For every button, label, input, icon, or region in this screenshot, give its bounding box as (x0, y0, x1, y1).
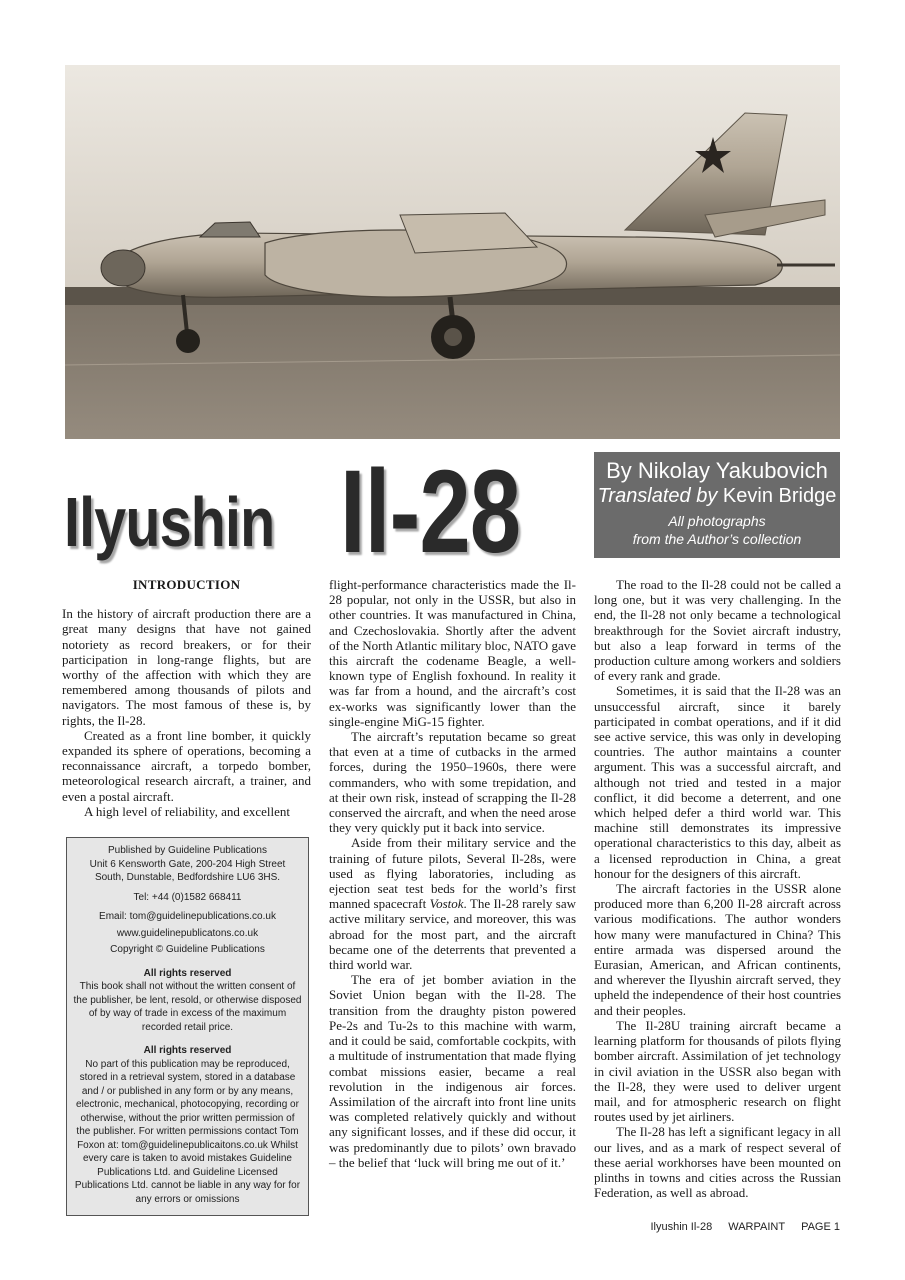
paragraph: The era of jet bomber aviation in the Soviet Union began with the Il-28. The transition from the draughty piston powered Pe-2s and Tu-2s to this machine with warm, and it could be said, comfortable cockpits, with a multitude of instrumentation that made flying combat missions easier, became a real revolution in the indigenous air forces. Assimilation of the aircraft into front line units was completed relatively quickly and without any significant losses, and if these did occur, it was predominantly due to pilots’ own bravado – the belief that ‘luck will bring me out of it.’ (329, 972, 576, 1170)
aircraft-photo (65, 65, 840, 439)
byline-author: By Nikolay Yakubovich (606, 458, 828, 483)
paragraph: flight-performance characteristics made the Il-28 popular, not only in the USSR, but also in other countries. It was manufactured in China, and Czechoslovakia. Shortly after the advent of the North Atlantic military bloc, NATO gave this aircraft the codename Beagle, a well-known type of English foxhound. In reality it was far from a hound, and the aircraft’s cost ex-works was significantly lower than the single-engine MiG-15 fighter. (329, 577, 576, 729)
main-title (64, 446, 584, 578)
byline-translator-line (594, 484, 840, 508)
paragraph: The aircraft’s reputation became so great that even at a time of cutbacks in the armed forces, during the 1950–1960s, there were commanders, who with some trepidation, and at their own risk, instead of scrapping the Il-28 conserved the aircraft, and when the need arose they very quickly put it back into service. (329, 729, 576, 836)
publisher-info-box (66, 837, 309, 1216)
title-ilyushin: Ilyushin (64, 483, 275, 561)
paragraph: A high level of reliability, and excellent (84, 803, 291, 819)
byline-translator: Kevin Bridge (722, 485, 837, 507)
address-line-1: Unit 6 Kensworth Gate, 200-204 High Street (89, 858, 286, 870)
section-heading: INTRODUCTION (132, 577, 241, 592)
text-column-1 (62, 577, 311, 819)
byline-photos-line1: All photographs (668, 513, 766, 529)
paragraph: The aircraft factories in the USSR alone produced more than 6,200 Il-28 aircraft across various modifications. The author wonders how many were manufactured in China? This entire armada was dispersed around the Eurasian, American, and African continents, and wherever the Ilyushin aircraft served, they upheld the independence of their host countries and their peoples. (594, 881, 841, 1018)
text-column-2 (329, 577, 576, 1170)
byline-photos-line2: from the Author’s collection (632, 531, 802, 547)
rights-heading-2: All rights reserved (143, 1045, 232, 1056)
address-line-2: South, Dunstable, Bedfordshire LU6 3HS. (94, 872, 281, 883)
footer-title: Ilyushin Il-28 (650, 1221, 713, 1233)
copyright: Copyright © Guideline Publications (110, 944, 265, 955)
title-model: Il-28 (340, 446, 521, 578)
rights-heading-1: All rights reserved (143, 967, 232, 979)
spacecraft-name: Vostok (429, 896, 464, 912)
rights-text-2: No part of this publication may be reproduced, stored in a retrieval system, stored in a database and / or published in any form or by any means, electronic, mechanical, photocopying, recording or otherwise, without the prior written permission of the publisher. For written permissions contact Tom Foxon at: tom@guidelinepublicaitons.co.uk Whilst every care is taken to avoid mistakes Guideline Publications Ltd. and Guideline Licensed Publications Ltd. cannot be liable in any way for for any errors or omissions (74, 1058, 301, 1205)
telephone: Tel: +44 (0)1582 668411 (133, 891, 242, 903)
paragraph-text: . The Il-28 rarely saw active military service, and moreover, this was abroad for the most part, and the aircraft became one of the deterrents that prevented a third world war. (329, 896, 576, 973)
paragraph: In the history of aircraft production there are a great many designs that have not gained notoriety as record breakers, or for their participation in long-range flights, but are worthy of the affection with which they are remembered among thousands of pilots and navigators. The most famous of these is, by rights, the Il-28. (62, 606, 311, 728)
byline-box (594, 452, 840, 558)
paragraph-text: Aside from their military service and the training of future pilots, Several Il-28s, were used as flying laboratories, including as ejection seat test beds for the world’s first manned spacecraft (329, 835, 576, 912)
email: Email: tom@guidelinepublications.co.uk (99, 911, 276, 922)
rights-text-1: This book shall not without the written consent of the publisher, be lent, resold, or otherwise disposed of by way of trade in excess of the maximum recorded retail price. (73, 981, 302, 1033)
page-number: PAGE 1 (801, 1221, 840, 1233)
paragraph: The road to the Il-28 could not be called a long one, but it was very challenging. In the end, the Il-28 not only became a technological breakthrough for the Soviet aircraft industry, but also a leap forward in terms of the production culture among workers and soldiers of every rank and grade. (594, 577, 841, 684)
text-column-3 (594, 577, 841, 1200)
website: www.guidelinepublicatons.co.uk (116, 927, 259, 939)
byline-translated-prefix: Translated by (597, 485, 718, 507)
paragraph: Sometimes, it is said that the Il-28 was an unsuccessful aircraft, since it barely participated in combat operations, and if it did see active service, this was only in developing countries. The author maintains a counter argument. This was a successful aircraft, and although not tried and tested in a major conflict, it did become a deterrent, and one which helped defer a third world war. This machine still demonstrates its impressive operational characteristics to this day, albeit as a licensed reproduction in China, a great honour for the designers of this aircraft. (594, 683, 841, 881)
paragraph: The Il-28 has left a significant legacy in all our lives, and as a mark of respect several of these aerial workhorses have been mounted on plinths in towns and cities across the Russian Federation, as well as abroad. (594, 1124, 841, 1201)
paragraph (329, 835, 576, 972)
page-footer (634, 1221, 840, 1233)
paragraph: Created as a front line bomber, it quickly expanded its sphere of operations, becoming a reconnaissance aircraft, a torpedo bomber, meteorological research aircraft, a trainer, and even a postal aircraft. (62, 727, 311, 804)
footer-series: WARPAINT (728, 1221, 786, 1233)
published-by: Published by Guideline Publications (108, 845, 267, 856)
paragraph: The Il-28U training aircraft became a learning platform for thousands of pilots flying bomber aircraft. Assimilation of jet technology in civil aviation in the USSR also began with the Il-28, they were used to deliver urgent mail, and for atmospheric research on flight routes used by jet airliners. (594, 1017, 841, 1125)
